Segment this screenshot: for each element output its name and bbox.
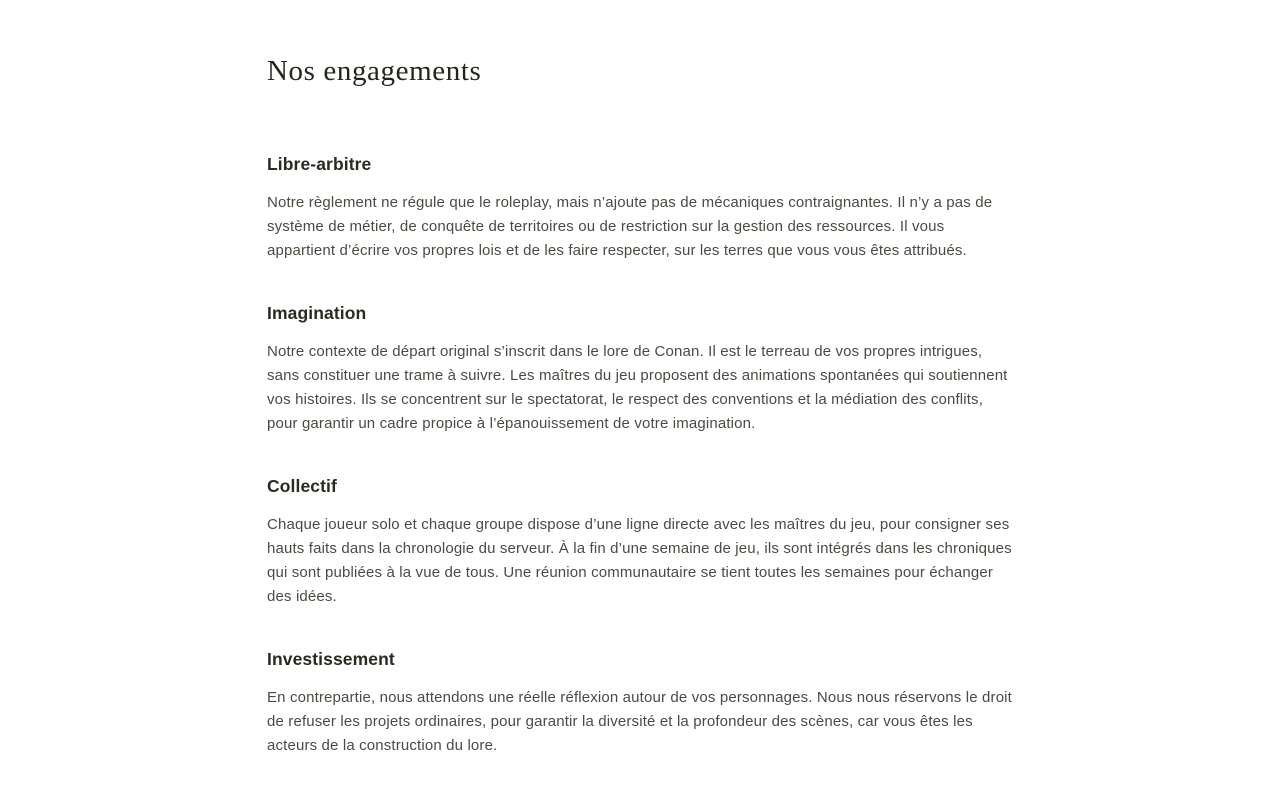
commitments-page [267,0,1013,758]
section-investissement [267,649,1013,758]
section-libre-arbitre [267,154,1013,263]
page-title: Nos engagements [267,55,482,87]
section-body: Chaque joueur solo et chaque groupe dispose d’une ligne directe avec les maîtres du jeu, pour consigner ses hauts faits dans la chronologie du serveur. À la fin d’une semaine de jeu, ils sont intégrés dans les chroniques qui sont publiées à la vue de tous. Une réunion communautaire se tient toutes les semaines pour échanger des idées. [267,516,1012,605]
section-heading: Libre-arbitre [267,154,372,174]
section-heading: Investissement [267,649,395,669]
section-body: Notre contexte de départ original s’inscrit dans le lore de Conan. Il est le terreau de vos propres intrigues, sans constituer une trame à suivre. Les maîtres du jeu proposent des animations spontanées qui soutiennent vos histoires. Ils se concentrent sur le spectatorat, le respect des conventions et la médiation des conflits, pour garantir un cadre propice à l’épanouissement de votre imagination. [267,343,1008,432]
section-collectif [267,476,1013,609]
section-heading: Imagination [267,303,367,323]
section-imagination [267,303,1013,436]
section-heading: Collectif [267,476,337,496]
section-body: En contrepartie, nous attendons une réelle réflexion autour de vos personnages. Nous nous réservons le droit de refuser les projets ordinaires, pour garantir la diversité et la profondeur des scènes, car vous êtes les acteurs de la construction du lore. [267,689,1012,754]
section-body: Notre règlement ne régule que le roleplay, mais n’ajoute pas de mécaniques contraignantes. Il n’y a pas de système de métier, de conquête de territoires ou de restriction sur la gestion des ressources. Il vous appartient d’écrire vos propres lois et de les faire respecter, sur les terres que vous vous êtes attribués. [267,194,993,259]
